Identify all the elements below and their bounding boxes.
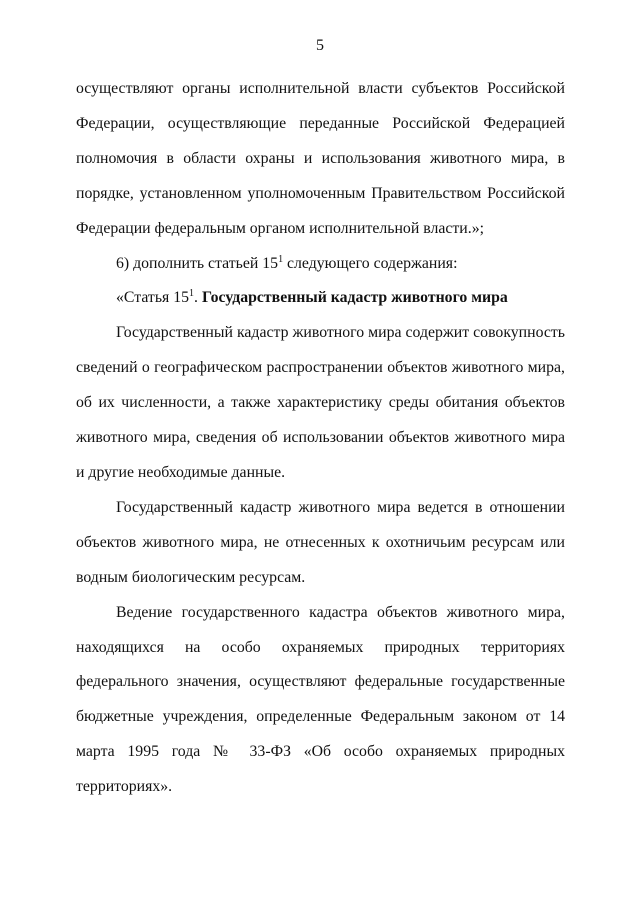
paragraph-continuation: осуществляют органы исполнительной власти субъектов Российской Федерации, осуществляющие переданные Российской Федерацией полномочия в области охраны и использования животного мира, в порядке, установленном уполномоченным Правительством Российской Федерации федеральным органом исполнительной власти.»; bbox=[76, 80, 565, 237]
paragraph-cadastre-scope: Государственный кадастр животного мира ведется в отношении объектов животного мира, не отнесенных к охотничьим ресурсам или водным биологическим ресурсам. bbox=[76, 498, 565, 586]
paragraph-cadastre-protected-areas: Ведение государственного кадастра объектов животного мира, находящихся на особо охраняемых природных территориях федерального значения, осуществляют федеральные государственные бюджетные учреждения, определенные Федеральным законом от 14 марта 1995 года № 33-ФЗ «Об особо охраняемых природных территориях». bbox=[76, 603, 565, 796]
amendment-text-end: следующего содержания: bbox=[283, 254, 458, 272]
amendment-text-start: 6) дополнить статьей 15 bbox=[116, 254, 279, 272]
page-number: 5 bbox=[316, 37, 324, 54]
article-prefix: «Статья 15 bbox=[116, 289, 190, 307]
article-heading bbox=[76, 281, 565, 316]
article-title: Государственный кадастр животного мира bbox=[201, 289, 508, 307]
document-body bbox=[76, 72, 565, 805]
paragraph-cadastre-content: Государственный кадастр животного мира содержит совокупность сведений о географическом распространении объектов животного мира, об их численности, а также характеристику среды обитания объектов животного мира, сведения об использовании объектов животного мира и другие необходимые данные. bbox=[76, 324, 565, 481]
paragraph-amendment-item bbox=[76, 247, 565, 282]
article-superscript: 1 bbox=[189, 288, 195, 300]
article-dot: . bbox=[194, 289, 202, 307]
amendment-superscript: 1 bbox=[278, 253, 284, 265]
